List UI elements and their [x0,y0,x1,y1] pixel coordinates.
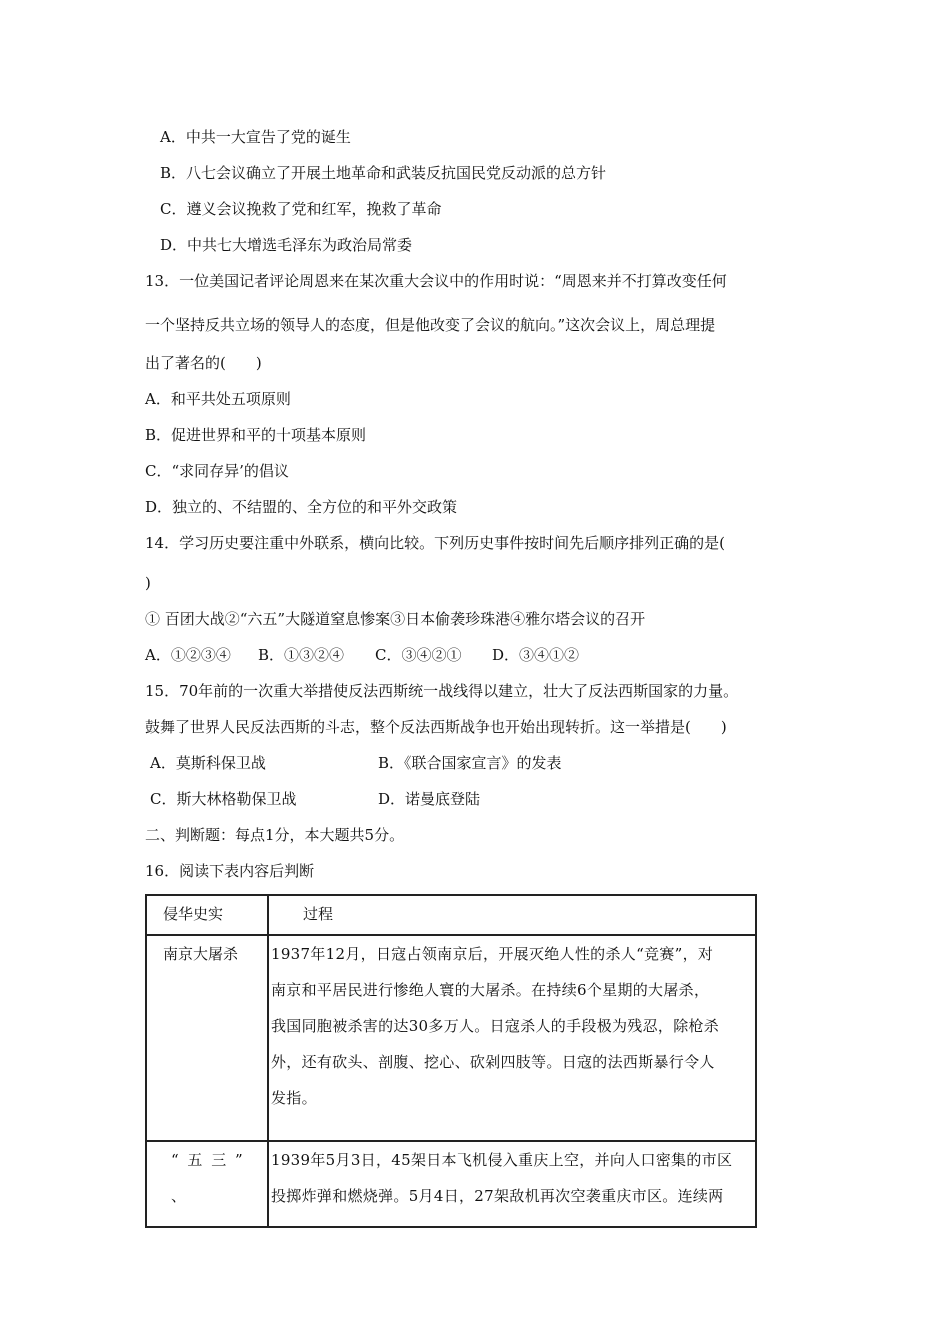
table-cell-event: 南京大屠杀 [146,935,268,1141]
q16-table [145,894,757,1228]
q14-option-b: B．①③②④ [258,646,345,664]
table-cell-process [268,935,756,1141]
q13-option-a: A．和平共处五项原则 [145,390,291,408]
table-header-event: 侵华史实 [146,895,268,935]
q13-stem-line-1: 13．一位美国记者评论周恩来在某次重大会议中的作用时说：“周恩来并不打算改变任何 [145,272,727,290]
section-2-heading: 二、判断题：每点1分，本大题共5分。 [145,826,405,844]
process-line: 1937年12月，日寇占领南京后，开展灭绝人性的杀人“竞赛”，对 [271,945,714,963]
q14-option-a: A．①②③④ [145,646,231,664]
q12-option-c: C．遵义会议挽救了党和红军，挽救了革命 [160,200,442,218]
q13-option-b: B．促进世界和平的十项基本原则 [145,426,367,444]
process-line: 发指。 [271,1089,317,1107]
q14-stem-line-1: 14．学习历史要注重中外联系，横向比较。下列历史事件按时间先后顺序排列正确的是( [145,534,725,552]
q14-option-c: C．③④②① [375,646,462,664]
q15-option-a: A．莫斯科保卫战 [150,754,266,772]
q12-option-a: A．中共一大宣告了党的诞生 [160,128,351,146]
q13-stem-line-3: 出了著名的( ) [145,354,262,372]
q14-events: ① 百团大战②“六五”大隧道窒息惨案③日本偷袭珍珠港④雅尔塔会议的召开 [145,610,646,628]
q13-stem-line-2: 一个坚持反共立场的领导人的态度，但是他改变了会议的航向。”这次会议上，周总理提 [145,316,716,334]
table-row [146,1141,756,1227]
table-header-row [146,895,756,935]
q15-option-d: D．诺曼底登陆 [378,790,481,808]
q12-option-b: B．八七会议确立了开展土地革命和武装反抗国民党反动派的总方针 [160,164,607,182]
q15-stem-line-2: 鼓舞了世界人民反法西斯的斗志，整个反法西斯战争也开始出现转折。这一举措是( ) [145,718,727,736]
q14-stem-line-2: ) [145,574,151,592]
q13-option-c: C．“求同存异’的倡议 [145,462,289,480]
table-header-process: 过程 [268,895,756,935]
table-cell-process [268,1141,756,1227]
q14-option-d: D．③④①② [492,646,580,664]
table-cell-event: “ 五 三 ” 、 [146,1141,268,1227]
process-line: 我国同胞被杀害的达30多万人。日寇杀人的手段极为残忍，除枪杀 [271,1017,720,1035]
q13-option-d: D．独立的、不结盟的、全方位的和平外交政策 [145,498,458,516]
process-line: 外，还有砍头、剖腹、挖心、砍剁四肢等。日寇的法西斯暴行令人 [271,1053,715,1071]
q15-stem-line-1: 15．70年前的一次重大举措使反法西斯统一战线得以建立，壮大了反法西斯国家的力量。 [145,682,739,700]
process-line: 南京和平居民进行惨绝人寰的大屠杀。在持续6个星期的大屠杀， [271,981,710,999]
process-line: 1939年5月3日，45架日本飞机侵入重庆上空，并向人口密集的市区 [271,1151,733,1169]
q15-option-b: B．《联合国家宣言》的发表 [378,754,562,772]
q15-option-c: C．斯大林格勒保卫战 [150,790,297,808]
q14-options [145,645,579,665]
table-row [146,935,756,1141]
process-line: 投掷炸弹和燃烧弹。5月4日，27架敌机再次空袭重庆市区。连续两 [271,1187,724,1205]
q16-stem: 16．阅读下表内容后判断 [145,862,315,880]
q12-option-d: D．中共七大增选毛泽东为政治局常委 [160,236,413,254]
